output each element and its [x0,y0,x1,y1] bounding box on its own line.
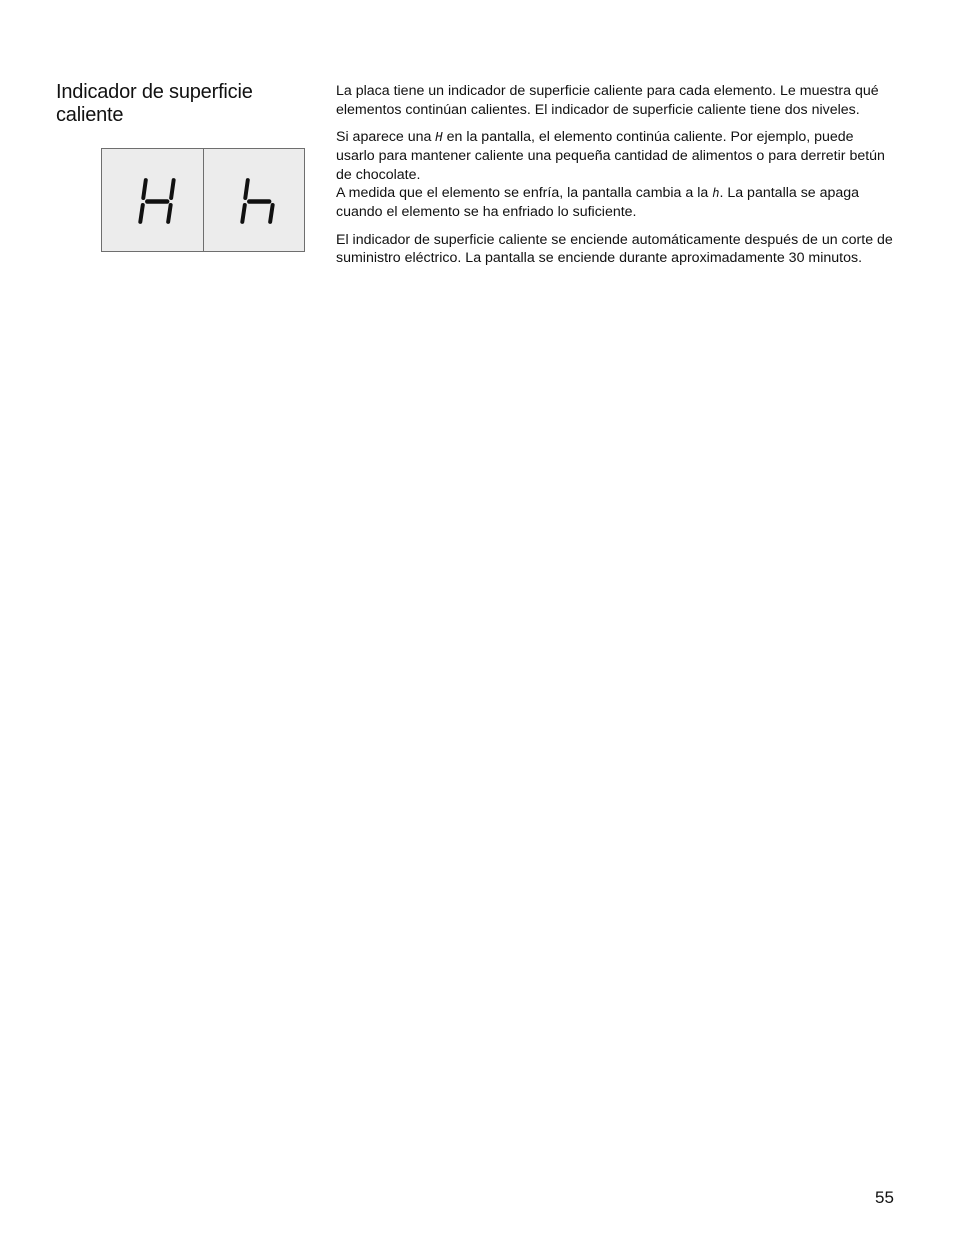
inline-h-glyph: h [712,186,720,201]
inline-H-glyph: H [435,130,443,145]
display-cell-high [102,149,203,251]
section-title: Indicador de superficie caliente [56,81,253,126]
paragraph-levels-text-c: A medida que el elemento se enfría, la pantalla cambia a la [336,185,709,202]
seven-segment-H-icon [102,149,203,251]
body-text [336,82,896,277]
paragraph-levels-text-b: en la pantalla, el elemento continúa caliente. Por ejemplo, puede usarlo para mantener caliente una pequeña cantidad de alimentos o para derretir betún de chocolate. [336,129,885,183]
paragraph-power-outage: El indicador de superficie caliente se enciende automáticamente después de un corte de suministro eléctrico. La pantalla se enciende durante aproximadamente 30 minutos. [336,231,893,267]
display-cell-low [203,149,305,251]
paragraph-intro: La placa tiene un indicador de superficie caliente para cada elemento. Le muestra qué elementos continúan calientes. El indicador de superficie caliente tiene dos niveles. [336,83,879,118]
paragraph-levels-text-d: . La pantalla se apaga cuando el elemento se ha enfriado lo suficiente. [336,185,860,221]
page-number: 55 [875,1188,894,1207]
hot-surface-display-illustration [101,148,305,252]
paragraph-levels-text-a: Si aparece una [336,129,432,146]
paragraph-levels [336,128,896,222]
seven-segment-h-icon [204,149,305,251]
